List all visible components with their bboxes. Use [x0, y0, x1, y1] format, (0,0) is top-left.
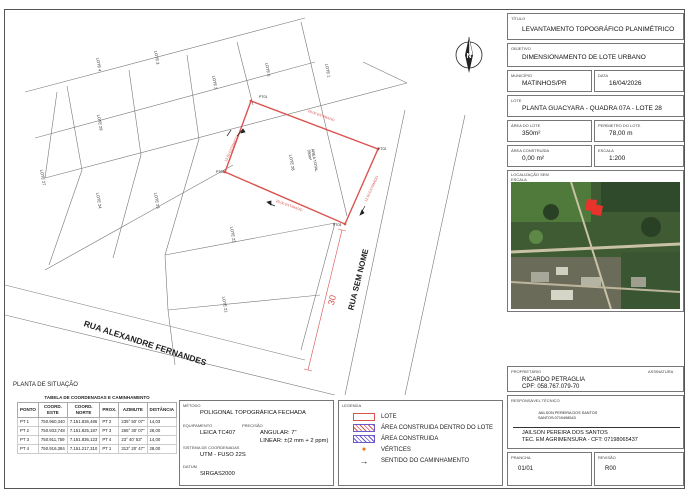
revision-block — [594, 452, 684, 486]
lot-label: LOTE 3 — [153, 50, 161, 65]
table-row — [18, 418, 177, 427]
field-label: SISTEMA DE COORDENADAS — [183, 445, 240, 450]
field-label: ÁREA DO LOTE — [511, 123, 541, 128]
lot-label: LOTE 21 — [221, 296, 229, 313]
column-header: PONTO — [18, 403, 39, 418]
title-block — [507, 13, 684, 40]
field-label: DATA — [598, 73, 609, 78]
table-cell: PT 2 — [100, 418, 119, 427]
street-name: RUA SEM NOME — [346, 247, 371, 312]
table-cell: 313° 20' 47" — [119, 445, 147, 454]
table-cell: 28,00 — [147, 427, 177, 436]
vertex-icon: ✦ — [360, 445, 368, 454]
table-cell: 14,03 — [147, 418, 177, 427]
built-area-block — [507, 145, 592, 167]
map-labels — [5, 10, 505, 395]
legend-item — [353, 444, 503, 455]
coordinates-table — [17, 402, 177, 454]
table-row — [18, 445, 177, 454]
built-swatch — [353, 435, 375, 443]
column-header: AZIMUTE — [119, 403, 147, 418]
area-block — [507, 120, 592, 142]
equipment-value: LEICA TC407 — [200, 430, 236, 436]
table-cell: 750.911,759 — [38, 436, 67, 445]
table-cell: 265° 30' 07" — [119, 427, 147, 436]
municipality-block — [507, 70, 592, 92]
lot-label: LOTE 1 — [324, 63, 332, 78]
area-total-label: ÁREA TOTAL 350m² — [306, 148, 319, 172]
field-label: ESCALA — [598, 148, 614, 153]
column-header: COORD. NORTE — [67, 403, 99, 418]
signature-text: SANTOS:0719498543 — [538, 416, 576, 420]
table-cell: 750.933,748 — [38, 427, 67, 436]
legend-label: ÁREA CONSTRUIDA DENTRO DO LOTE — [381, 424, 494, 431]
field-label: MUNICÍPIO — [511, 73, 533, 78]
table-cell: 235° 50' 07" — [119, 418, 147, 427]
table-row — [18, 436, 177, 445]
vertex-label: PT01 — [259, 95, 268, 99]
field-label: DATUM — [183, 464, 197, 469]
lot-28-label: LOTE 28 — [288, 154, 296, 171]
title-value: LEVANTAMENTO TOPOGRÁFICO PLANIMÉTRICO — [522, 26, 675, 33]
legend-label: SENTIDO DO CAMINHAMENTO — [381, 457, 470, 464]
revision-value: R00 — [605, 466, 617, 472]
legend-label: ÁREA CONSTRUIDA — [381, 435, 439, 442]
owner-name: RICARDO PETRAGLIA — [522, 377, 586, 383]
built-area-value: 0,00 m² — [522, 155, 545, 162]
table-cell: 750.916,384 — [38, 445, 67, 454]
edge-label: 12.50 ESTIMADO — [363, 175, 380, 203]
arrow-icon: → — [359, 455, 369, 466]
legend-list — [353, 411, 503, 466]
legend-title: LEGENDA — [342, 403, 362, 408]
legend-item — [353, 433, 503, 444]
table-cell: PT 3 — [18, 436, 39, 445]
field-label: PRECISÃO — [242, 423, 263, 428]
field-label: EQUIPAMENTO — [183, 423, 213, 428]
table-cell: PT 4 — [100, 436, 119, 445]
field-label: PRANCHA — [511, 455, 531, 460]
sheet-number-block — [507, 452, 592, 486]
table-cell: PT 1 — [18, 418, 39, 427]
field-label: MÉTODO — [183, 403, 201, 408]
field-label: LOCALIZAÇÃO SEM ESCALA — [511, 172, 549, 182]
lot-label: LOTE 27 — [39, 169, 47, 186]
owner-block — [507, 366, 684, 392]
satellite-image — [511, 182, 680, 309]
field-label: ÁREA CONSTRUÍDA — [511, 148, 550, 153]
svg-text:N: N — [466, 53, 472, 60]
legend-item — [353, 455, 503, 466]
column-header: PROX. — [100, 403, 119, 418]
legend-label: VÉRTICES — [381, 446, 411, 453]
coordinate-system-value: UTM - FUSO 22S — [200, 452, 246, 458]
lot-label: LOTE 4 — [95, 57, 103, 72]
precision-angular: ANGULAR: 7" — [260, 430, 297, 436]
field-label: REVISÃO — [598, 455, 616, 460]
table-cell: 7.151.836,123 — [67, 436, 99, 445]
date-value: 16/04/2026 — [609, 80, 642, 87]
responsible-block — [507, 395, 684, 449]
lot-value: PLANTA GUACYARA - QUADRA 07A - LOTE 28 — [522, 105, 662, 112]
table-cell: PT 4 — [18, 445, 39, 454]
lot-label: LOTE 29 — [96, 114, 104, 131]
table-row — [18, 427, 177, 436]
table-cell: 7.151.217,310 — [67, 445, 99, 454]
lot-label: LOTE 22 — [229, 226, 237, 243]
built-inside-swatch — [353, 424, 375, 432]
scale-block — [594, 145, 684, 167]
street-name: RUA ALEXANDRE FERNANDES — [82, 318, 208, 368]
map-caption: PLANTA DE SITUAÇÃO — [13, 382, 78, 388]
objective-value: DIMENSIONAMENTO DE LOTE URBANO — [522, 54, 646, 61]
table-cell: 7.151.825,187 — [67, 427, 99, 436]
method-value: POLIGONAL TOPOGRÁFICA FECHADA — [200, 410, 306, 416]
signature-text: JAILSON PEREIRA DOS SANTOS — [538, 411, 598, 415]
table-cell: PT 1 — [100, 445, 119, 454]
area-value: 350m² — [522, 130, 541, 137]
table-cell: 14,00 — [147, 436, 177, 445]
edge-label: 28.00 ESTIMADO — [307, 108, 335, 123]
field-label: LOTE — [511, 98, 522, 103]
table-cell: 23° 40' 53" — [119, 436, 147, 445]
column-header: COORD. ESTE — [38, 403, 67, 418]
legend-item — [353, 411, 503, 422]
owner-cpf: CPF: 058.767.079-70 — [522, 384, 580, 390]
location-block — [507, 170, 684, 312]
perimeter-block — [594, 120, 684, 142]
lot-swatch — [353, 413, 375, 421]
datum-value: SIRGAS2000 — [200, 471, 235, 477]
lot-label: LOTE 24 — [95, 192, 103, 209]
lot-label: LOTE 2 — [211, 75, 219, 90]
field-label: PROPRIETÁRIO — [511, 369, 542, 374]
field-label: TÍTULO — [511, 16, 526, 21]
legend-label: LOTE — [381, 413, 397, 420]
table-title: TABELA DE COORDENADAS E CAMINHAMENTO — [44, 395, 150, 400]
field-label: RESPONSÁVEL TÉCNICO — [511, 398, 560, 403]
column-header: DISTÂNCIA — [147, 403, 177, 418]
field-label: ASSINATURA — [648, 369, 674, 374]
dimension-label: 30 — [325, 293, 339, 307]
edge-label: 12.50 ESTIMADO — [223, 135, 240, 163]
signature-line — [513, 427, 680, 428]
field-label: PERÍMETRO DO LOTE — [598, 123, 641, 128]
perimeter-value: 78,00 m — [609, 130, 633, 137]
lot-label: LOTE 23 — [153, 192, 161, 209]
date-block — [594, 70, 684, 92]
vertex-label: PT02 — [378, 147, 387, 151]
responsible-title: TEC. EM AGRIMENSURA - CFT: 07198065437 — [522, 437, 638, 443]
table-cell: PT 3 — [100, 427, 119, 436]
method-block — [179, 400, 334, 486]
legend-block — [338, 400, 503, 486]
edge-label: 28.00 ESTIMADO — [275, 198, 303, 213]
vertex-label: PT03 — [333, 223, 342, 227]
objective-block — [507, 43, 684, 67]
municipality-value: MATINHOS/PR — [522, 80, 567, 87]
field-label: OBJETIVO — [511, 46, 531, 51]
lot-block — [507, 95, 684, 117]
table-cell: PT 2 — [18, 427, 39, 436]
table-cell: 28,00 — [147, 445, 177, 454]
table-cell: 7.151.836,486 — [67, 418, 99, 427]
drawing-sheet — [4, 9, 685, 489]
scale-value: 1:200 — [609, 155, 626, 162]
sheet-number: 01/01 — [518, 466, 534, 472]
vertex-label: PT04 — [216, 170, 225, 174]
table-cell: 750.960,340 — [38, 418, 67, 427]
coordinates-table-block — [17, 395, 177, 485]
precision-linear: LINEAR: ±(2 mm + 2 ppm) — [260, 438, 329, 444]
lot-label: LOTE 5 — [264, 62, 272, 77]
legend-item — [353, 422, 503, 433]
responsible-name: JAILSON PEREIRA DOS SANTOS — [522, 430, 608, 436]
